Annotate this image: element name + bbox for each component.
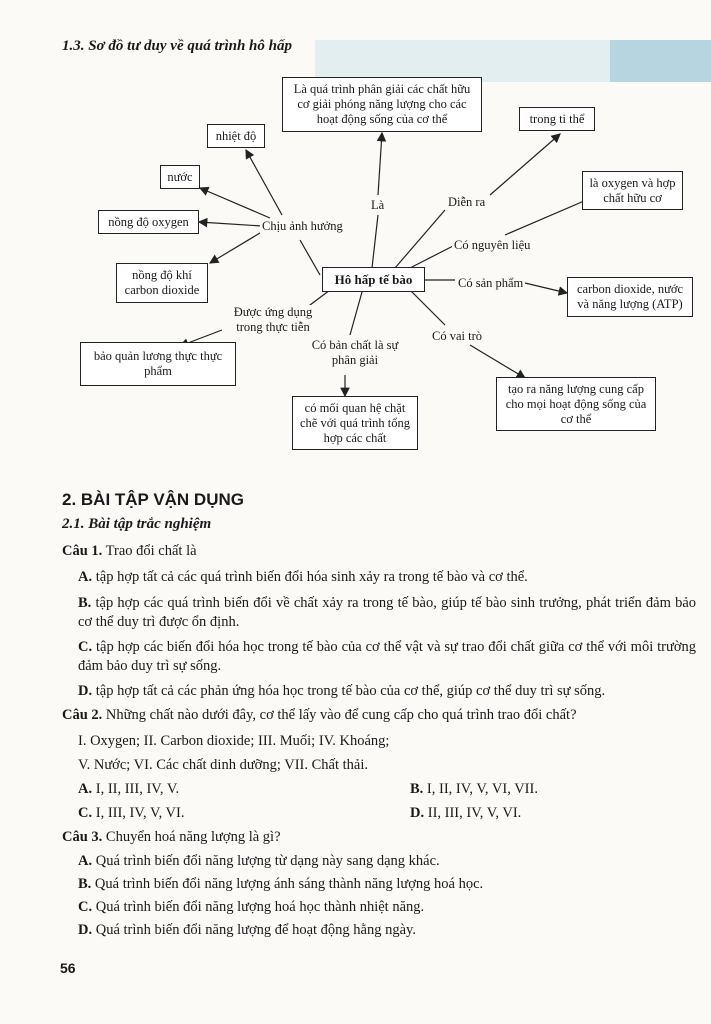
node-role: tạo ra năng lượng cung cấp cho mọi hoạt động sống của cơ thể <box>496 377 656 431</box>
label-occurs: Diễn ra <box>448 195 486 209</box>
edge-center-nature <box>350 292 362 335</box>
edge-influence-o2 <box>199 222 262 226</box>
edge-center-materials <box>410 245 455 268</box>
label-materials: Có nguyên liệu <box>454 238 531 252</box>
edge-center-role <box>410 290 445 325</box>
node-application: bảo quản lương thực thực phẩm <box>80 342 236 386</box>
q1-option-c: C. tập hợp các biến đổi hóa học trong tế bào của cơ thể vật và sự trao đổi chất giữa cơ thể với môi trường đảm bảo duy trì sự sống. <box>78 639 697 674</box>
node-definition: Là quá trình phân giải các chất hữu cơ giải phóng năng lượng cho các hoạt động sống của cơ thể <box>282 77 482 132</box>
question-3: Câu 3. Chuyển hoá năng lượng là gì? <box>62 829 281 845</box>
node-materials: là oxygen và hợp chất hữu cơ <box>582 171 683 210</box>
q1-option-a: A. tập hợp tất cả các quá trình biến đổi hóa sinh xảy ra trong tế bào và cơ thể. <box>78 569 528 585</box>
label-influence: Chịu ảnh hưởng <box>262 219 343 233</box>
edge-products-box <box>525 283 567 293</box>
edge-center-occurs <box>395 210 445 268</box>
q1-option-d: D. tập hợp tất cả các phản ứng hóa học trong tế bào của cơ thể, giúp cơ thể duy trì sự sống. <box>78 683 606 699</box>
node-factor-o2: nồng độ oxygen <box>98 210 199 234</box>
q2-option-b: B. I, II, IV, V, VI, VII. <box>410 781 538 797</box>
node-relation: có mối quan hệ chặt chẽ với quá trình tổng hợp các chất <box>292 396 418 450</box>
label-nature: Có bản chất là sự phân giải <box>301 338 409 368</box>
edge-occurs-location <box>490 134 560 195</box>
q2-option-c: C. I, III, IV, V, VI. <box>78 805 185 821</box>
node-products: carbon dioxide, nước và năng lượng (ATP) <box>567 277 693 317</box>
question-2: Câu 2. Những chất nào dưới đây, cơ thể lấy vào để cung cấp cho quá trình trao đổi chất? <box>62 707 577 723</box>
edge-influence-temp <box>246 150 282 215</box>
edge-influence-co2 <box>210 230 265 263</box>
edge-influence-water <box>200 188 270 218</box>
label-is: Là <box>371 198 385 212</box>
edge-center-is <box>372 215 378 268</box>
q2-option-d: D. II, III, IV, V, VI. <box>410 805 522 821</box>
exercises-heading: 2. BÀI TẬP VẬN DỤNG <box>62 490 244 509</box>
q2-list-line-1: I. Oxygen; II. Carbon dioxide; III. Muối; IV. Khoáng; <box>78 733 390 749</box>
question-1 <box>62 542 197 561</box>
exercises-subheading: 2.1. Bài tập trắc nghiệm <box>62 516 212 532</box>
node-center: Hô hấp tế bào <box>322 267 425 292</box>
page-number: 56 <box>60 960 76 976</box>
q3-option-a: A. Quá trình biến đổi năng lượng từ dạng này sang dạng khác. <box>78 853 440 869</box>
q2-list-line-2: V. Nước; VI. Các chất dinh dưỡng; VII. Chất thải. <box>78 757 368 773</box>
edge-role-box <box>470 345 525 378</box>
node-factor-temp: nhiệt độ <box>207 124 265 148</box>
section-title: 1.3. Sơ đồ tư duy về quá trình hô hấp <box>62 38 292 54</box>
node-factor-co2: nồng độ khí carbon dioxide <box>116 263 208 303</box>
q3-option-b: B. Quá trình biến đổi năng lượng ánh sáng thành năng lượng hoá học. <box>78 876 484 892</box>
label-role: Có vai trò <box>432 329 482 343</box>
label-products: Có sản phẩm <box>458 276 524 290</box>
q3-option-d: D. Quá trình biến đổi năng lượng để hoạt động hằng ngày. <box>78 922 416 938</box>
question-text: Trao đổi chất là <box>105 543 197 559</box>
node-location: trong ti thể <box>519 107 595 131</box>
label-application: Được ứng dụng trong thực tiễn <box>222 305 324 335</box>
q2-option-a: A. I, II, III, IV, V. <box>78 781 180 797</box>
edge-is-definition <box>378 133 382 195</box>
q1-option-b: B. tập hợp các quá trình biến đổi về chất xảy ra trong tế bào, giúp tế bào sinh trưởng, phát triển đảm bảo cơ thể duy trì được ổn định. <box>78 595 697 630</box>
q3-option-c: C. Quá trình biến đổi năng lượng hoá học thành nhiệt năng. <box>78 899 425 915</box>
question-label: Câu 1. <box>62 543 103 559</box>
edge-center-influence <box>300 240 320 275</box>
node-factor-water: nước <box>160 165 200 189</box>
